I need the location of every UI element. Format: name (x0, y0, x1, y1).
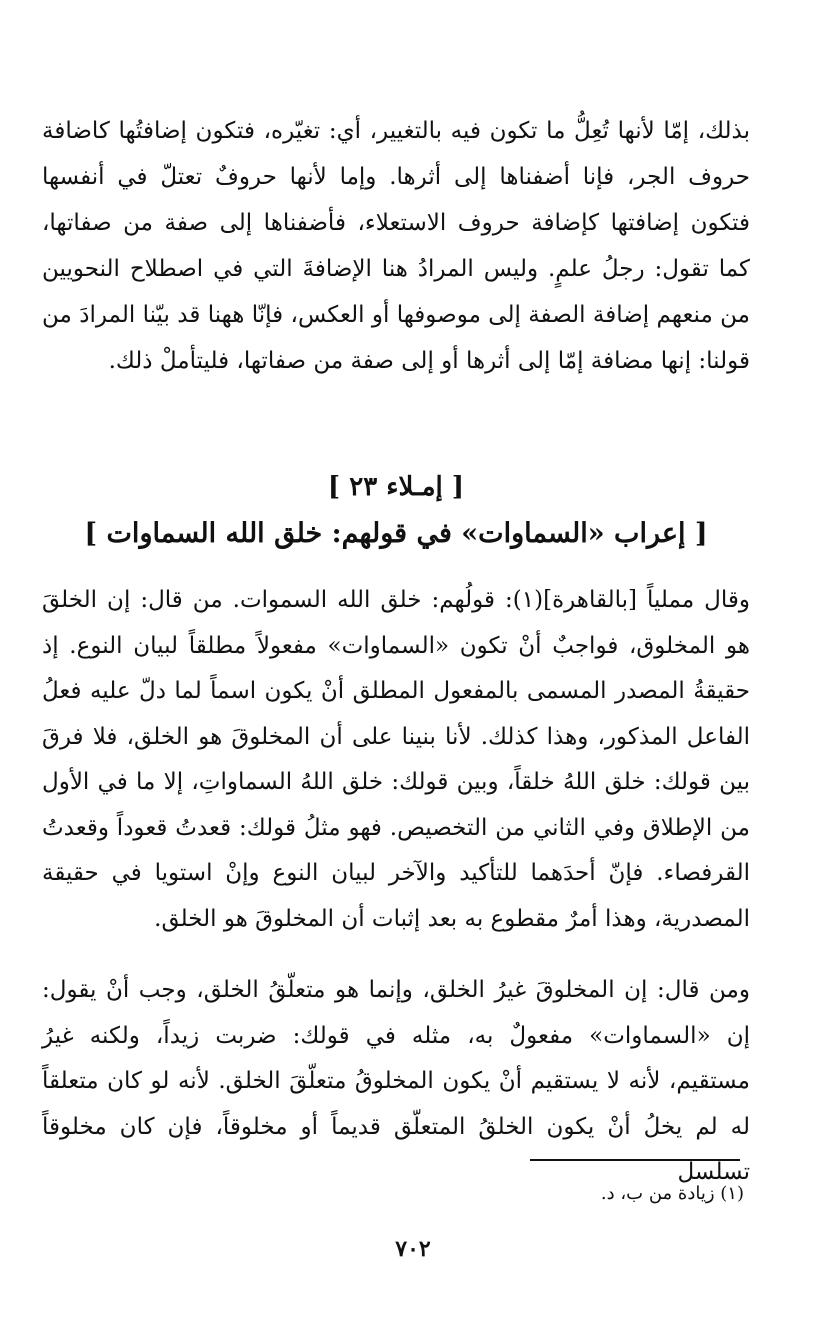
paragraph-second-opinion: ومن قال: إن المخلوقَ غيرُ الخلق، وإنما هو متعلّقُ الخلق، وجب أنْ يقول: إن «السماوات» مفعولٌ به، مثله في قولك: ضربت زيداً، ولكنه غيرُ مستقيم، لأنه لا يستقيم أنْ يكون المخلوقُ متعلّقَ الخلق. لأنه لو كان متعلقاً له لم يخلُ أنْ يكون الخلقُ المتعلّق قديماً أو مخلوقاً، فإن كان مخلوقاً تسلسل (42, 977, 750, 1185)
section-heading-imla: [ إمـلاء ٢٣ ] (327, 472, 465, 502)
footnote-divider (530, 1159, 740, 1161)
footnote: (١) زيادة من ب، د. (600, 1183, 744, 1204)
page-number: ٧٠٢ (395, 1236, 431, 1262)
section-title: [ إعراب «السماوات» في قولهم: خلق الله السماوات ] (84, 518, 708, 549)
paragraph-intro: بذلك، إمّا لأنها تُعِلُّ ما تكون فيه بالتغيير، أي: تغيّره، فتكون إضافتُها كاضافة حروف الجر، فإنا أضفناها إلى أثرها. وإما لأنها حروفٌ تعتلّ في أنفسها فتكون إضافتها كإضافة حروف الاستعلاء، فأضفناها إلى صفة من صفاتها، كما تقول: رجلُ علمٍ. وليس المرادُ هنا الإضافةَ التي في اصطلاح النحويين من منعهم إضافة الصفة إلى موصوفها أو العكس، فإنّا ههنا قد بيّنا المرادَ من قولنا: إنها مضافة إمّا إلى أثرها أو إلى صفة من صفاتها، فليتأملْ ذلك. (42, 118, 750, 374)
paragraph-first-opinion: وقال مملياً [بالقاهرة](١): قولُهم: خلق الله السموات. من قال: إن الخلقَ هو المخلوق، فواجبٌ أنْ تكون «السماوات» مفعولاً مطلقاً لبيان النوع. إذ حقيقةُ المصدر المسمى بالمفعول المطلق أنْ يكون اسماً لما دلّ عليه فعلُ الفاعل المذكور، وهذا كذلك. لأنا بنينا على أن المخلوقَ هو الخلق، فلا فرقَ بين قولك: خلق اللهُ خلقاً، وبين قولك: خلق اللهُ السماواتِ، إلا ما في الأول من الإطلاق وفي الثاني من التخصيص. فهو مثلُ قولك: قعدتُ قعوداً وقعدتُ القرفصاء. فإنّ أحدَهما للتأكيد والآخر لبيان النوع وإنْ استويا في حقيقة المصدرية، وهذا أمرٌ مقطوع به بعد إثبات أن المخلوقَ هو الخلق. (42, 587, 750, 932)
